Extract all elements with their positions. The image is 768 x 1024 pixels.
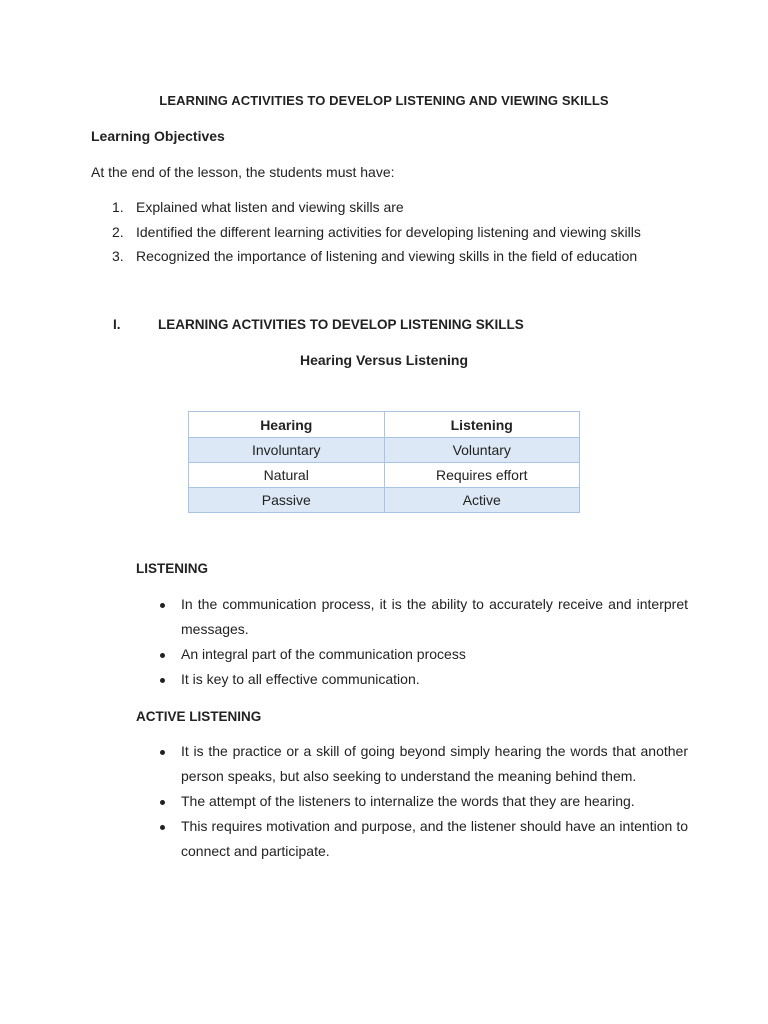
table-cell: Involuntary xyxy=(189,438,385,463)
list-number: 3. xyxy=(112,248,124,264)
list-item-text: This requires motivation and purpose, and the listener should have an intention to connect and participate. xyxy=(181,818,688,859)
table-cell: Natural xyxy=(189,463,385,488)
table-cell: Requires effort xyxy=(384,463,580,488)
bullet-icon xyxy=(160,825,165,830)
list-item-text: In the communication process, it is the ability to accurately receive and interpret messages. xyxy=(181,596,688,637)
objectives-heading: Learning Objectives xyxy=(91,128,225,144)
table-cell: Voluntary xyxy=(384,438,580,463)
list-item xyxy=(158,789,688,814)
objectives-list xyxy=(112,198,641,272)
list-item-text: It is the practice or a skill of going beyond simply hearing the words that another person speaks, but also seeking to understand the meaning behind them. xyxy=(181,743,688,784)
table-header-cell: Listening xyxy=(384,412,580,438)
document-title: LEARNING ACTIVITIES TO DEVELOP LISTENING AND VIEWING SKILLS xyxy=(159,93,609,108)
list-number: 1. xyxy=(112,199,124,215)
table-caption: Hearing Versus Listening xyxy=(299,352,469,368)
bullet-icon xyxy=(160,603,165,608)
table-header-cell: Hearing xyxy=(189,412,385,438)
intro-text: At the end of the lesson, the students must have: xyxy=(91,164,395,180)
list-number: 2. xyxy=(112,223,124,240)
bullet-icon xyxy=(160,678,165,683)
section-number: I. xyxy=(113,317,121,332)
table-row xyxy=(189,438,580,463)
list-item-text: Identified the different learning activities for developing listening and viewing skills xyxy=(136,223,641,240)
list-item-text: Recognized the importance of listening and viewing skills in the field of education xyxy=(136,248,638,264)
active-listening-bullets xyxy=(158,739,688,864)
list-item-text: An integral part of the communication process xyxy=(181,646,466,662)
table-row xyxy=(189,488,580,513)
table-header-row xyxy=(189,412,580,438)
list-item xyxy=(112,223,641,248)
listening-bullets xyxy=(158,592,688,692)
list-item-text: The attempt of the listeners to internalize the words that they are hearing. xyxy=(181,793,635,809)
list-item xyxy=(158,814,688,864)
hearing-vs-listening-table xyxy=(188,411,580,513)
listening-heading: LISTENING xyxy=(136,561,209,576)
table-cell: Active xyxy=(384,488,580,513)
list-item xyxy=(158,739,688,789)
bullet-icon xyxy=(160,653,165,658)
table-cell: Passive xyxy=(189,488,385,513)
list-item xyxy=(158,642,688,667)
list-item-text: Explained what listen and viewing skills are xyxy=(136,199,404,215)
list-item xyxy=(112,198,641,223)
list-item xyxy=(112,247,641,272)
bullet-icon xyxy=(160,800,165,805)
list-item-text: It is key to all effective communication. xyxy=(181,671,420,687)
list-item xyxy=(158,592,688,642)
table-row xyxy=(189,463,580,488)
active-listening-heading: ACTIVE LISTENING xyxy=(136,709,262,724)
bullet-icon xyxy=(160,750,165,755)
section-title: LEARNING ACTIVITIES TO DEVELOP LISTENING SKILLS xyxy=(158,317,524,332)
list-item xyxy=(158,667,688,692)
